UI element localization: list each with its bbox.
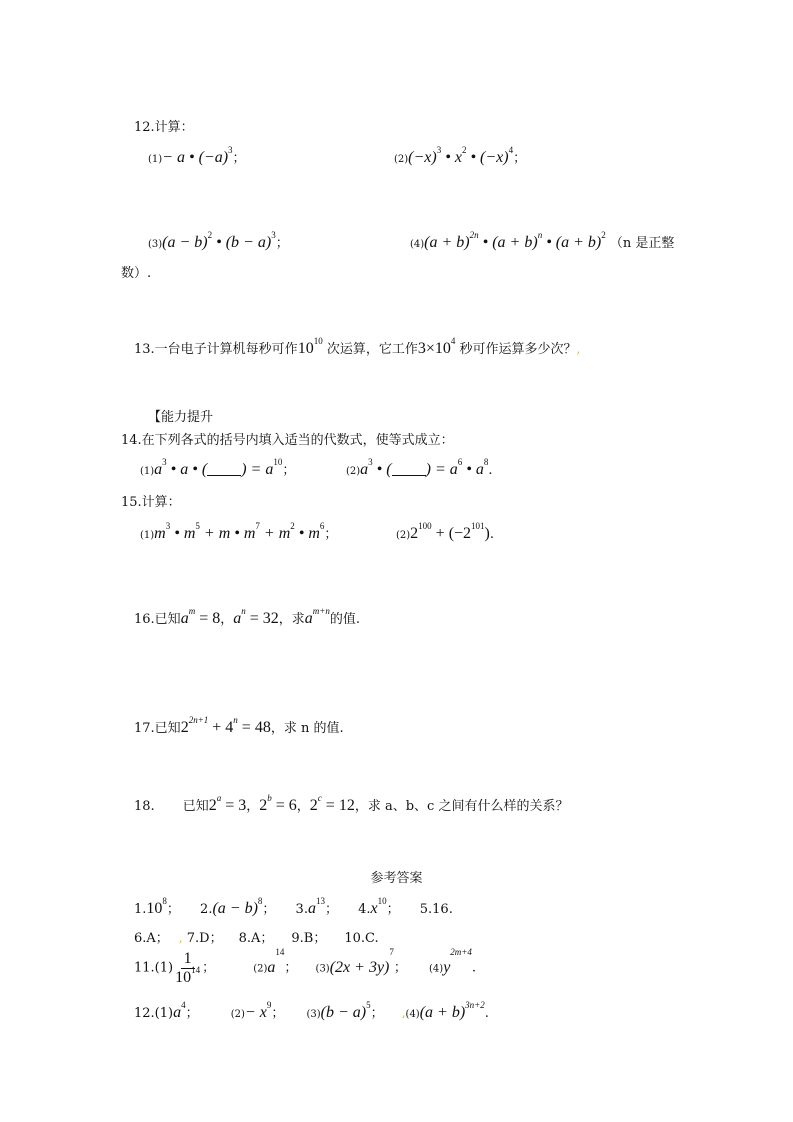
q12-part4-note-end: 数）.	[121, 266, 152, 281]
q13: 13.一台电子计算机每秒可作$10^{10}$ 次运算，它工作$3\times 10^4$ 秒可作运算多少次？,	[134, 336, 581, 357]
answers-row2: 6.A； , 7.D； 8.A； 9.B； 10.C.	[134, 931, 379, 946]
answer-blank[interactable]	[207, 461, 241, 476]
q16: 16.已知$a^m = 8$，$a^n = 32$，求$a^{m+n}$的值.	[134, 606, 360, 627]
answers-title: 参考答案	[370, 871, 423, 886]
q18: 18. 已知$2^a = 3$，$2^b = 6$，$2^c = 12$，求 a、b、c 之间有什么样的关系？	[134, 793, 569, 814]
q12-part2: $(2)(-x)^3$ • $x^2$ • $(-x)^4$；	[394, 145, 527, 166]
answers-row1: 1.10$^8$； $2.(a - b)^8$； $3.a^{13}$； $4.x^{10}$； 5.16.	[134, 896, 453, 917]
q15-part1: $(1)m^3$ • $m^5 + m$ • $m^7 + m^2$ • $m^6$；	[140, 521, 338, 542]
answers-row4: $12.(1)a^4$； $(2)- x^9$； $(3)(b - a)^5$； $,(4)(a + b)^{3n+2}$.	[134, 1000, 489, 1021]
q12-part4: $(4)(a + b)^{2n}$ • $(a + b)^n$ • $(a + b)^2$ （n 是正整	[410, 230, 675, 251]
q14-part2: $(2)a^3$ • ( ) = $a^6$ • $a^8$.	[346, 457, 493, 478]
q15-part2: $(2)2^{100} + (-2^{101})$.	[396, 521, 495, 542]
section-title: 【能力提升	[148, 410, 214, 425]
fraction: $\frac{1}{10^{14}}$	[175, 950, 201, 986]
q14-part1: $(1)a^3$ • a • ( ) = $a^{10}$；	[140, 457, 296, 478]
q12-part1: (1)− a • $(-a)^3$；	[148, 145, 246, 166]
q12-part3: $(3)(a - b)^2$ • $(b - a)^3$；	[148, 230, 289, 251]
answers-row3: 11.(1) $\frac{1}{10^{14}}$ ； $(2)a^{14}$； $(3)(2x + 3y)^7$； $(4)y^{2m+4}$.	[134, 947, 477, 986]
q15-title: 15.计算：	[121, 495, 181, 510]
q17: 17.已知$2^{2n+1} + 4^n = 48$，求 n 的值.	[134, 715, 344, 736]
q14-title: 14.在下列各式的括号内填入适当的代数式，使等式成立：	[121, 433, 454, 448]
q12-title: 12.计算：	[134, 120, 194, 135]
answer-blank[interactable]	[392, 461, 426, 476]
